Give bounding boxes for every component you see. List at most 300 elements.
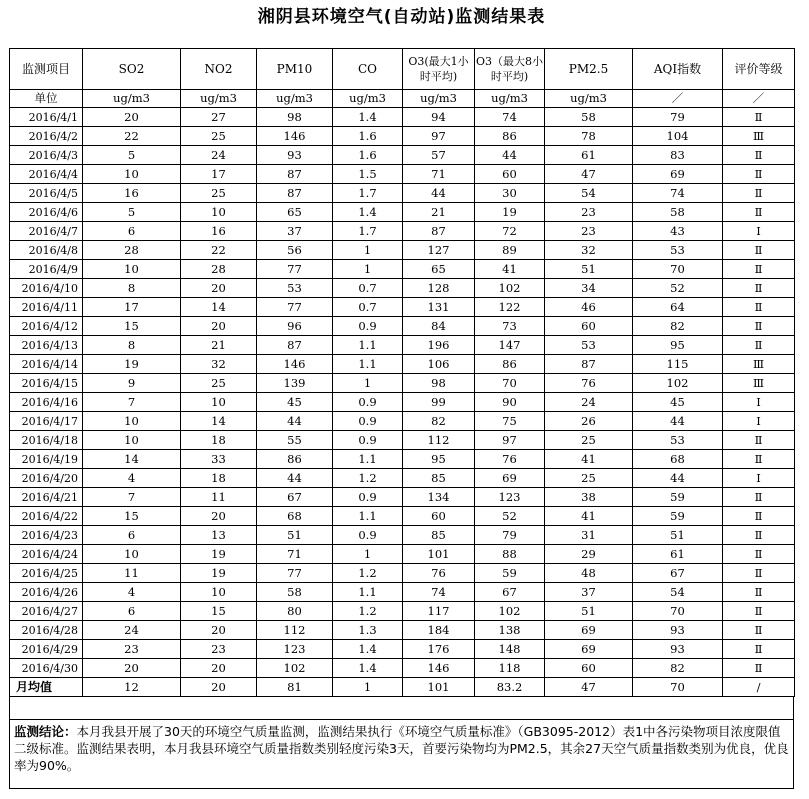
table-row-cell: Ⅲ (723, 127, 795, 146)
table-row-cell: 44 (475, 146, 545, 165)
table-row (10, 526, 795, 545)
table-row-cell: 14 (181, 298, 257, 317)
table-row-cell: 52 (633, 279, 723, 298)
average-row-cell: 101 (403, 678, 475, 697)
average-row-cell: 20 (181, 678, 257, 697)
table-row (10, 545, 795, 564)
table-row-cell: Ⅱ (723, 621, 795, 640)
average-row-cell: 81 (257, 678, 333, 697)
table-row-cell: 0.7 (333, 298, 403, 317)
table-row-cell: 0.9 (333, 393, 403, 412)
table-row-cell: 112 (403, 431, 475, 450)
table-row-cell: 2016/4/22 (10, 507, 83, 526)
table-row-cell: Ⅱ (723, 583, 795, 602)
table-row (10, 298, 795, 317)
table-row-cell: 2016/4/29 (10, 640, 83, 659)
title-spacer (9, 34, 794, 48)
table-row-cell: 44 (633, 412, 723, 431)
blank-row (9, 697, 794, 719)
table-row-cell: Ⅱ (723, 336, 795, 355)
table-row-cell: 25 (545, 431, 633, 450)
table-row-cell: 65 (257, 203, 333, 222)
table-row-cell: 37 (545, 583, 633, 602)
table-row-cell: Ⅱ (723, 488, 795, 507)
table-row-cell: 2016/4/14 (10, 355, 83, 374)
table-row-cell: 131 (403, 298, 475, 317)
table-row-cell: 118 (475, 659, 545, 678)
conclusion-box (9, 719, 794, 789)
table-row-cell: 55 (257, 431, 333, 450)
table-row (10, 583, 795, 602)
table-row-cell: 28 (181, 260, 257, 279)
table-row-cell: 5 (83, 146, 181, 165)
table-row-cell: 122 (475, 298, 545, 317)
table-row-cell: 16 (83, 184, 181, 203)
table-row-cell: 11 (83, 564, 181, 583)
table-row-cell: 10 (83, 545, 181, 564)
table-row-cell: Ⅱ (723, 640, 795, 659)
units-row-cell: ug/m3 (83, 90, 181, 108)
table-row-cell: 1.2 (333, 564, 403, 583)
table-body (10, 49, 795, 697)
table-row-cell: 45 (633, 393, 723, 412)
table-row-cell: 1.6 (333, 127, 403, 146)
table-row (10, 659, 795, 678)
table-row-cell: 25 (181, 184, 257, 203)
conclusion-text: 本月我县开展了30天的环境空气质量监测，监测结果执行《环境空气质量标准》（GB3095-2012）表1中各污染物项目浓度限值二级标准。监测结果表明，本月我县环境空气质量指数类别轻度污染3天，首要污染物均为PM2.5，其余27天空气质量指数类别为优良，优良率为90%。 (14, 724, 789, 773)
table-row-cell: 57 (403, 146, 475, 165)
table-row (10, 450, 795, 469)
table-row-cell: 65 (403, 260, 475, 279)
table-row (10, 564, 795, 583)
table-row-cell: 41 (545, 507, 633, 526)
table-row-cell: 58 (545, 108, 633, 127)
table-row (10, 469, 795, 488)
table-row-cell: 0.9 (333, 526, 403, 545)
table-row-cell: Ⅱ (723, 241, 795, 260)
table-row-cell: 70 (475, 374, 545, 393)
table-row-cell: 6 (83, 222, 181, 241)
table-row-cell: Ⅱ (723, 526, 795, 545)
table-row-cell: 93 (633, 640, 723, 659)
table-row-cell: 8 (83, 336, 181, 355)
table-row-cell: 184 (403, 621, 475, 640)
table-row-cell: 10 (83, 260, 181, 279)
average-row-cell: 1 (333, 678, 403, 697)
table-row-cell: 2016/4/2 (10, 127, 83, 146)
table-row-cell: 1.1 (333, 336, 403, 355)
table-row-cell: 134 (403, 488, 475, 507)
table-row-cell: 53 (257, 279, 333, 298)
header-row-cell: PM2.5 (545, 49, 633, 90)
table-row-cell: 7 (83, 488, 181, 507)
table-row (10, 241, 795, 260)
header-row (10, 49, 795, 90)
table-row-cell: 117 (403, 602, 475, 621)
table-row-cell: 53 (633, 431, 723, 450)
table-row-cell: 26 (545, 412, 633, 431)
table-row (10, 640, 795, 659)
table-row (10, 336, 795, 355)
table-row-cell: 44 (257, 469, 333, 488)
table-row-cell: 25 (181, 127, 257, 146)
table-row-cell: 22 (83, 127, 181, 146)
header-row-cell: NO2 (181, 49, 257, 90)
table-row (10, 127, 795, 146)
table-row-cell: 53 (633, 241, 723, 260)
table-row-cell: Ⅱ (723, 450, 795, 469)
table-row-cell: 82 (633, 317, 723, 336)
header-row-cell: CO (333, 49, 403, 90)
table-row-cell: 54 (633, 583, 723, 602)
table-row-cell: Ⅱ (723, 146, 795, 165)
units-row (10, 90, 795, 108)
table-row-cell: 1.1 (333, 450, 403, 469)
table-row-cell: 123 (257, 640, 333, 659)
table-row-cell: 69 (545, 621, 633, 640)
table-row-cell: 1.1 (333, 355, 403, 374)
table-row-cell: 23 (83, 640, 181, 659)
table-row-cell: 21 (181, 336, 257, 355)
table-row-cell: 67 (257, 488, 333, 507)
table-row-cell: 146 (257, 355, 333, 374)
table-row-cell: 17 (181, 165, 257, 184)
table-row-cell: 87 (403, 222, 475, 241)
table-row-cell: 67 (475, 583, 545, 602)
table-row-cell: 56 (257, 241, 333, 260)
table-row-cell: 2016/4/5 (10, 184, 83, 203)
table-row-cell: 32 (181, 355, 257, 374)
table-row-cell: 13 (181, 526, 257, 545)
table-row (10, 279, 795, 298)
units-row-cell: ug/m3 (333, 90, 403, 108)
table-row (10, 488, 795, 507)
table-row-cell: 69 (475, 469, 545, 488)
header-row-cell: 监测项目 (10, 49, 83, 90)
table-row-cell: Ⅱ (723, 165, 795, 184)
table-row-cell: Ⅰ (723, 412, 795, 431)
table-row-cell: 14 (83, 450, 181, 469)
table-row-cell: 10 (83, 412, 181, 431)
table-row-cell: 27 (181, 108, 257, 127)
header-row-cell: AQI指数 (633, 49, 723, 90)
table-row (10, 317, 795, 336)
table-row-cell: 53 (545, 336, 633, 355)
table-row-cell: 104 (633, 127, 723, 146)
table-row-cell: 6 (83, 526, 181, 545)
table-row-cell: 2016/4/16 (10, 393, 83, 412)
table-row-cell: 101 (403, 545, 475, 564)
table-row-cell: 82 (633, 659, 723, 678)
table-row-cell: 68 (633, 450, 723, 469)
report-sheet (9, 0, 794, 789)
table-row-cell: 102 (633, 374, 723, 393)
table-row-cell: Ⅱ (723, 602, 795, 621)
table-row-cell: 86 (475, 127, 545, 146)
table-row-cell: 20 (181, 317, 257, 336)
table-row-cell: 25 (545, 469, 633, 488)
table-row-cell: 93 (633, 621, 723, 640)
table-row-cell: 71 (257, 545, 333, 564)
table-row-cell: 79 (475, 526, 545, 545)
table-row-cell: 2016/4/12 (10, 317, 83, 336)
table-row-cell: 87 (257, 336, 333, 355)
table-row-cell: 2016/4/23 (10, 526, 83, 545)
table-row-cell: 54 (545, 184, 633, 203)
table-row-cell: 19 (83, 355, 181, 374)
table-row-cell: 51 (257, 526, 333, 545)
table-row-cell: 2016/4/25 (10, 564, 83, 583)
table-row (10, 507, 795, 526)
table-row-cell: Ⅱ (723, 659, 795, 678)
units-row-cell: ／ (723, 90, 795, 108)
table-row-cell: 44 (403, 184, 475, 203)
table-row-cell: 89 (475, 241, 545, 260)
units-row-cell: 单位 (10, 90, 83, 108)
table-row-cell: 2016/4/4 (10, 165, 83, 184)
table-row-cell: 2016/4/21 (10, 488, 83, 507)
table-row-cell: 2016/4/24 (10, 545, 83, 564)
table-row-cell: 24 (83, 621, 181, 640)
table-row (10, 355, 795, 374)
table-row-cell: 74 (475, 108, 545, 127)
table-row-cell: 24 (181, 146, 257, 165)
table-row-cell: 76 (475, 450, 545, 469)
table-row-cell: 69 (545, 640, 633, 659)
table-row-cell: 8 (83, 279, 181, 298)
table-row-cell: 128 (403, 279, 475, 298)
table-row-cell: 1.4 (333, 108, 403, 127)
table-row-cell: 45 (257, 393, 333, 412)
conclusion-label: 监测结论： (14, 724, 77, 739)
monitoring-table (9, 48, 795, 697)
table-row-cell: 10 (83, 165, 181, 184)
table-row-cell: 93 (257, 146, 333, 165)
table-row-cell: 2016/4/3 (10, 146, 83, 165)
table-row-cell: 98 (403, 374, 475, 393)
table-row-cell: 2016/4/20 (10, 469, 83, 488)
table-row-cell: 59 (633, 507, 723, 526)
table-row-cell: 106 (403, 355, 475, 374)
average-row-cell: / (723, 678, 795, 697)
table-row-cell: 2016/4/30 (10, 659, 83, 678)
table-row-cell: 19 (475, 203, 545, 222)
table-row-cell: 90 (475, 393, 545, 412)
table-row-cell: 2016/4/19 (10, 450, 83, 469)
table-row-cell: 0.9 (333, 317, 403, 336)
table-row-cell: 4 (83, 469, 181, 488)
table-row-cell: 1.5 (333, 165, 403, 184)
table-row-cell: 2016/4/1 (10, 108, 83, 127)
table-row-cell: 9 (83, 374, 181, 393)
table-row-cell: 1.7 (333, 222, 403, 241)
table-row-cell: 18 (181, 469, 257, 488)
table-row-cell: 75 (475, 412, 545, 431)
table-row-cell: 51 (545, 260, 633, 279)
table-row-cell: 51 (545, 602, 633, 621)
table-row-cell: 95 (403, 450, 475, 469)
table-row (10, 393, 795, 412)
table-row-cell: 44 (257, 412, 333, 431)
table-row-cell: 68 (257, 507, 333, 526)
table-row (10, 203, 795, 222)
average-row (10, 678, 795, 697)
table-row-cell: 1 (333, 241, 403, 260)
table-row-cell: 1.4 (333, 640, 403, 659)
table-row-cell: 138 (475, 621, 545, 640)
table-row-cell: 85 (403, 469, 475, 488)
table-row (10, 431, 795, 450)
table-row (10, 260, 795, 279)
units-row-cell: ug/m3 (545, 90, 633, 108)
table-row-cell: 139 (257, 374, 333, 393)
table-row-cell: 127 (403, 241, 475, 260)
table-row-cell: 146 (403, 659, 475, 678)
table-row-cell: 94 (403, 108, 475, 127)
table-row-cell: 102 (257, 659, 333, 678)
table-row-cell: Ⅱ (723, 317, 795, 336)
table-row-cell: 112 (257, 621, 333, 640)
table-row-cell: 15 (83, 507, 181, 526)
table-row-cell: 6 (83, 602, 181, 621)
table-row-cell: 95 (633, 336, 723, 355)
table-row-cell: Ⅱ (723, 545, 795, 564)
table-row-cell: 25 (181, 374, 257, 393)
table-row-cell: 87 (545, 355, 633, 374)
table-row-cell: 86 (257, 450, 333, 469)
table-row-cell: 176 (403, 640, 475, 659)
header-row-cell: O3(最大1小时平均) (403, 49, 475, 90)
units-row-cell: ug/m3 (181, 90, 257, 108)
table-row-cell: Ⅱ (723, 203, 795, 222)
table-row-cell: 33 (181, 450, 257, 469)
table-row-cell: 88 (475, 545, 545, 564)
table-row-cell: 20 (181, 621, 257, 640)
average-row-cell: 12 (83, 678, 181, 697)
table-row-cell: 2016/4/17 (10, 412, 83, 431)
table-row-cell: 78 (545, 127, 633, 146)
table-row-cell: 80 (257, 602, 333, 621)
table-row-cell: 64 (633, 298, 723, 317)
table-row-cell: 46 (545, 298, 633, 317)
table-row-cell: 58 (257, 583, 333, 602)
table-row-cell: 96 (257, 317, 333, 336)
table-row-cell: Ⅰ (723, 469, 795, 488)
table-row-cell: 0.7 (333, 279, 403, 298)
table-row-cell: 73 (475, 317, 545, 336)
table-row-cell: 43 (633, 222, 723, 241)
table-row-cell: 2016/4/26 (10, 583, 83, 602)
table-row-cell: 1.2 (333, 602, 403, 621)
table-row-cell: 20 (83, 108, 181, 127)
table-row-cell: Ⅲ (723, 355, 795, 374)
table-row-cell: 70 (633, 260, 723, 279)
table-row-cell: 76 (545, 374, 633, 393)
table-row-cell: Ⅰ (723, 393, 795, 412)
table-row-cell: 19 (181, 564, 257, 583)
table-row-cell: 48 (545, 564, 633, 583)
table-row-cell: Ⅱ (723, 260, 795, 279)
table-row-cell: 1.4 (333, 659, 403, 678)
units-row-cell: ／ (633, 90, 723, 108)
table-row-cell: 1.1 (333, 583, 403, 602)
table-row-cell: 38 (545, 488, 633, 507)
table-row-cell: 58 (633, 203, 723, 222)
table-row-cell: 2016/4/9 (10, 260, 83, 279)
table-row-cell: 71 (403, 165, 475, 184)
table-row (10, 108, 795, 127)
table-row-cell: 21 (403, 203, 475, 222)
table-row-cell: 99 (403, 393, 475, 412)
table-row-cell: 77 (257, 298, 333, 317)
table-row-cell: 18 (181, 431, 257, 450)
table-row-cell: 2016/4/18 (10, 431, 83, 450)
table-row-cell: 70 (633, 602, 723, 621)
table-row-cell: 2016/4/13 (10, 336, 83, 355)
table-row-cell: 76 (403, 564, 475, 583)
table-row-cell: 59 (475, 564, 545, 583)
table-row-cell: 51 (633, 526, 723, 545)
table-row-cell: 37 (257, 222, 333, 241)
table-row-cell: 123 (475, 488, 545, 507)
table-row (10, 412, 795, 431)
table-row-cell: 1 (333, 260, 403, 279)
table-row-cell: 102 (475, 279, 545, 298)
table-row-cell: 74 (633, 184, 723, 203)
table-row-cell: 23 (545, 222, 633, 241)
header-row-cell: 评价等级 (723, 49, 795, 90)
table-row-cell: 0.9 (333, 431, 403, 450)
table-row-cell: 1.7 (333, 184, 403, 203)
table-row-cell: 15 (181, 602, 257, 621)
table-row-cell: 61 (545, 146, 633, 165)
table-row-cell: 16 (181, 222, 257, 241)
table-row (10, 146, 795, 165)
table-row-cell: Ⅱ (723, 431, 795, 450)
table-row-cell: 10 (181, 583, 257, 602)
table-row-cell: 98 (257, 108, 333, 127)
table-row-cell: 30 (475, 184, 545, 203)
table-row-cell: 32 (545, 241, 633, 260)
table-row (10, 374, 795, 393)
header-row-cell: PM10 (257, 49, 333, 90)
table-row-cell: 22 (181, 241, 257, 260)
table-row (10, 165, 795, 184)
header-row-cell: O3（最大8小时平均) (475, 49, 545, 90)
table-row-cell: 60 (545, 659, 633, 678)
table-row-cell: 28 (83, 241, 181, 260)
table-row-cell: 15 (83, 317, 181, 336)
table-row (10, 222, 795, 241)
table-row-cell: 11 (181, 488, 257, 507)
table-row-cell: 2016/4/7 (10, 222, 83, 241)
table-row-cell: 147 (475, 336, 545, 355)
table-row (10, 621, 795, 640)
table-row-cell: 10 (181, 203, 257, 222)
table-row-cell: 69 (633, 165, 723, 184)
units-row-cell: ug/m3 (475, 90, 545, 108)
table-row-cell: 77 (257, 564, 333, 583)
table-row-cell: Ⅱ (723, 279, 795, 298)
table-row-cell: 1.3 (333, 621, 403, 640)
table-row-cell: 41 (545, 450, 633, 469)
table-row-cell: 84 (403, 317, 475, 336)
table-row-cell: 79 (633, 108, 723, 127)
table-row-cell: 2016/4/27 (10, 602, 83, 621)
table-row-cell: 14 (181, 412, 257, 431)
table-row-cell: 97 (475, 431, 545, 450)
table-row-cell: 24 (545, 393, 633, 412)
